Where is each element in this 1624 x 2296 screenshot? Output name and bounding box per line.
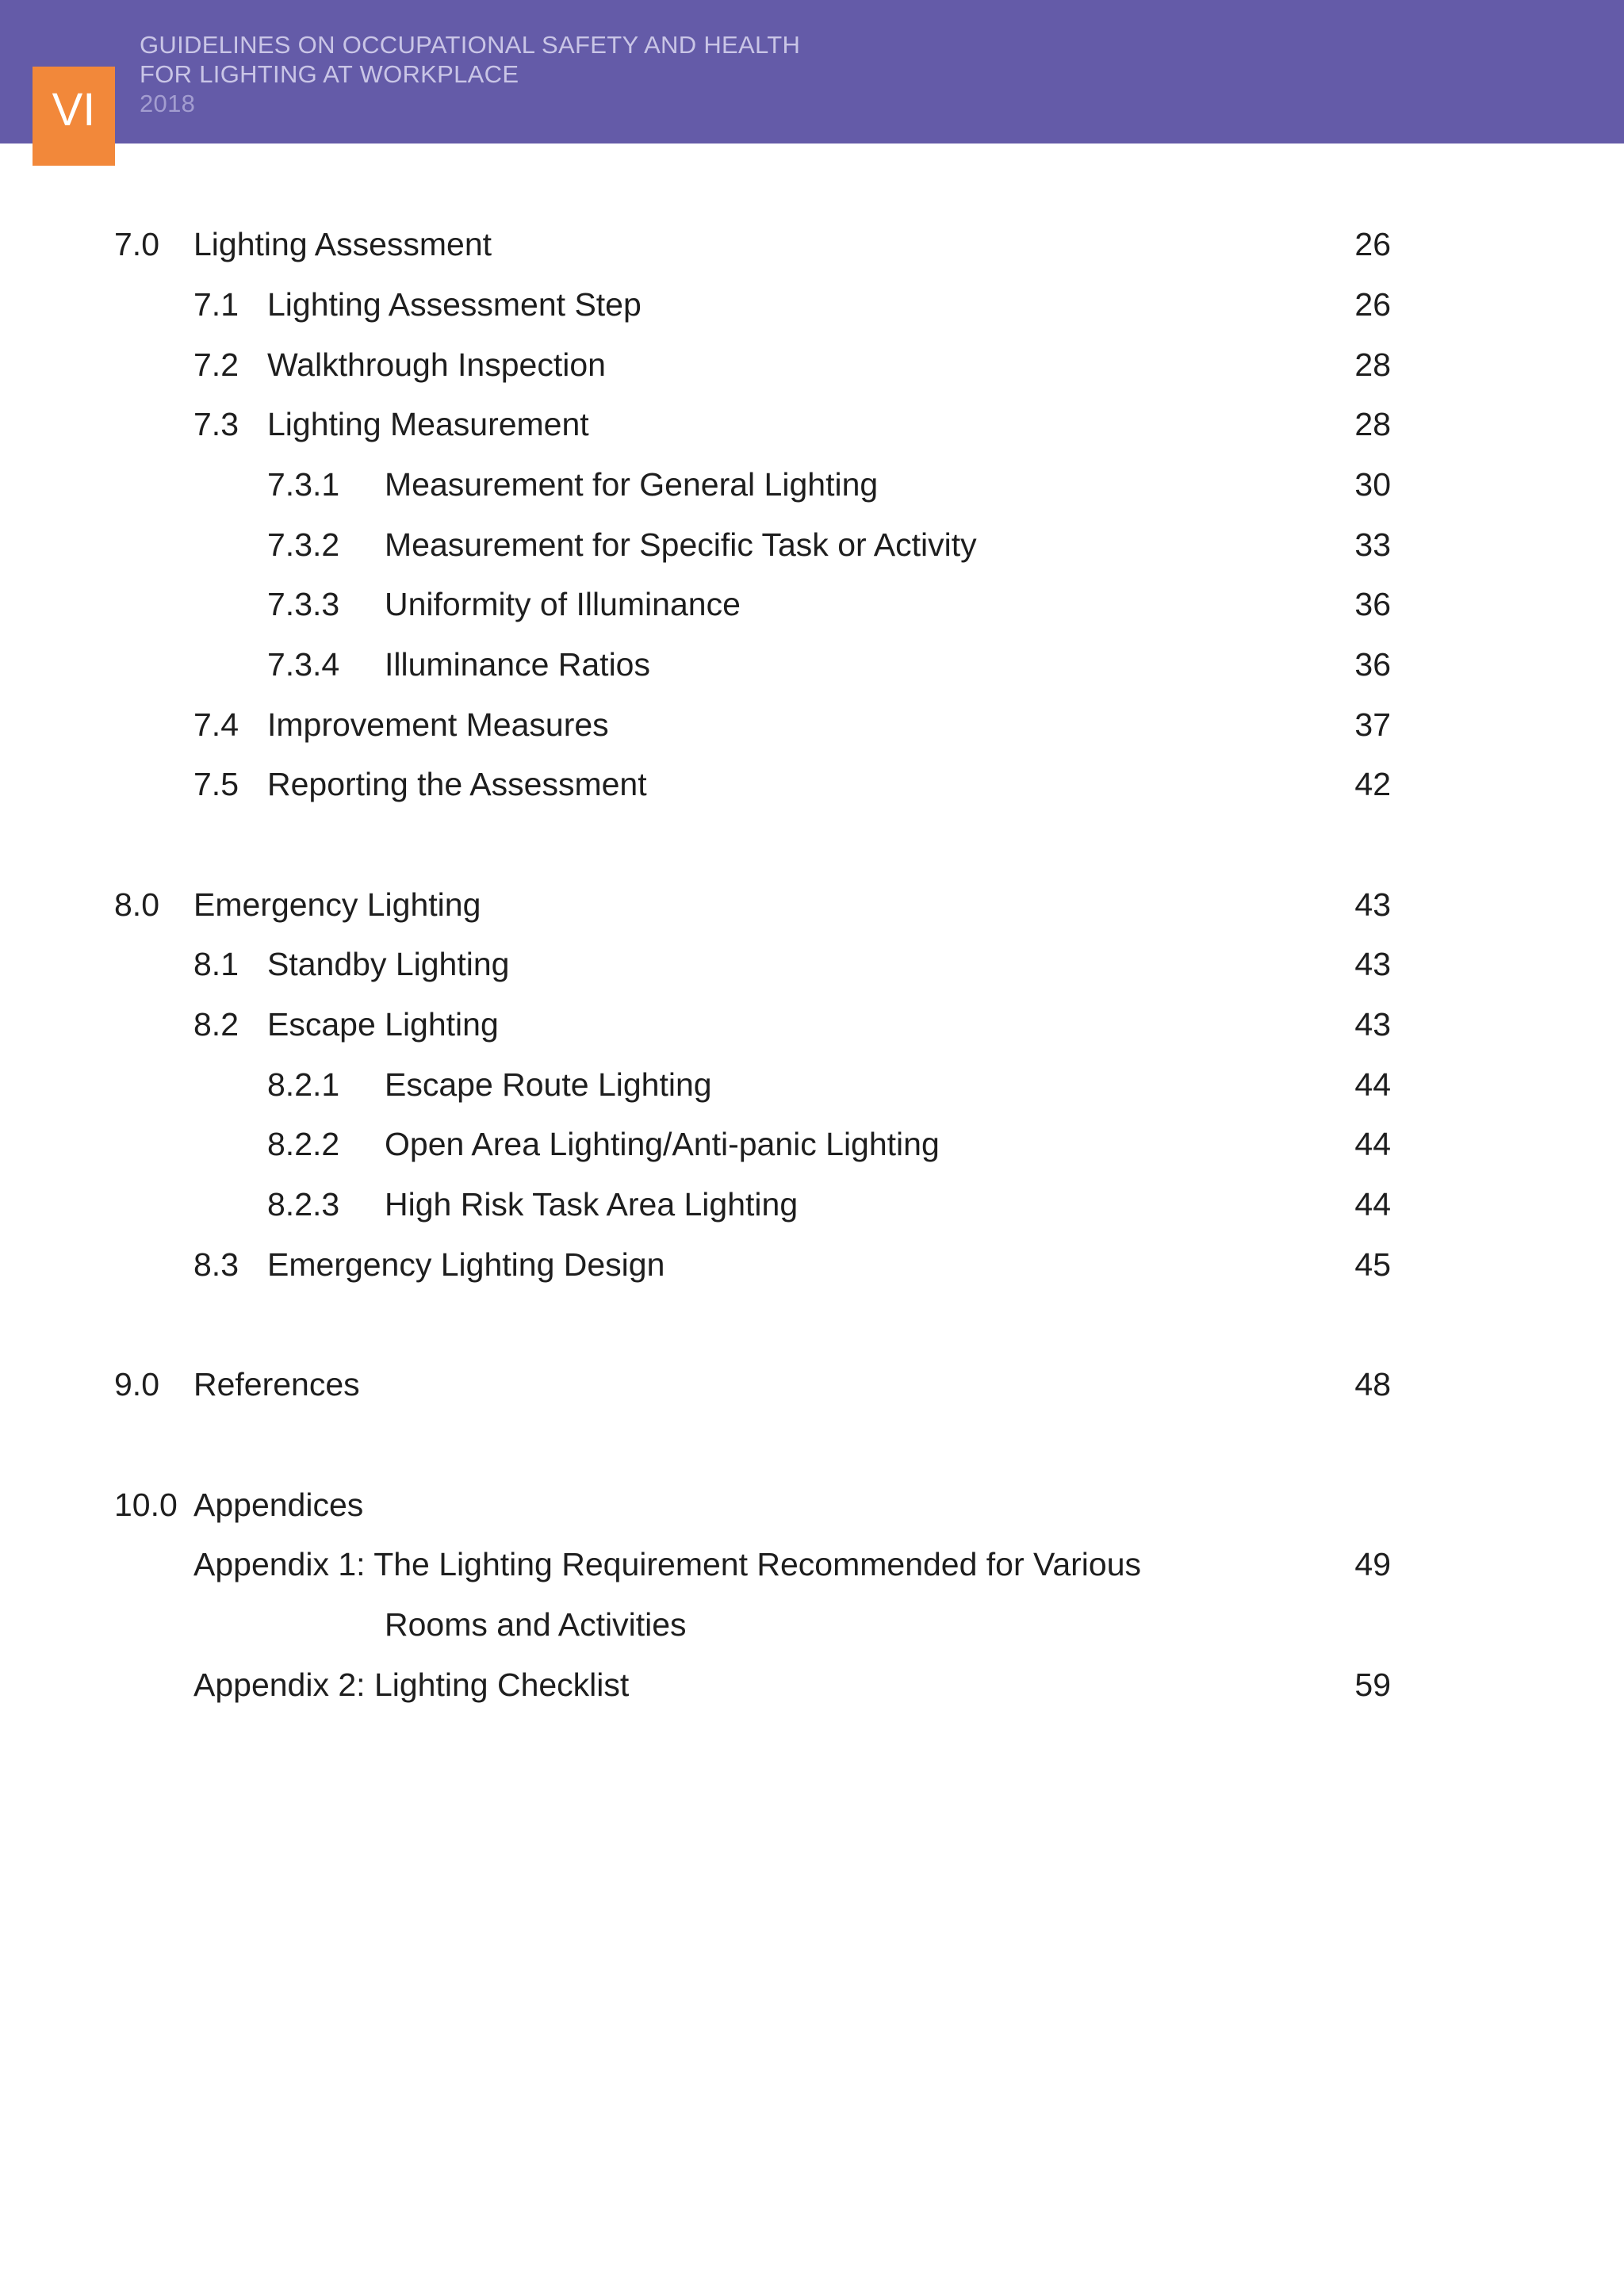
toc-title: Escape Route Lighting [385,1066,712,1103]
toc-page-number: 30 [1354,466,1391,503]
toc-number: 8.2.1 [267,1066,340,1103]
toc-number: 7.4 [193,706,239,743]
toc-number: 8.2.2 [267,1126,340,1162]
page-number-column [1308,0,1391,1744]
toc-title: Improvement Measures [267,706,609,743]
toc-title: Standby Lighting [267,946,510,982]
toc-number: 9.0 [114,1366,159,1402]
toc-page-number: 28 [1354,346,1391,383]
toc-title: Illuminance Ratios [385,646,650,683]
toc-title: Lighting Assessment Step [267,286,642,323]
header-title-line-2: FOR LIGHTING AT WORKPLACE [140,60,519,88]
toc-title: Lighting Measurement [267,406,589,442]
toc-number: 7.3.1 [267,466,340,503]
toc-page-number: 28 [1354,406,1391,442]
toc-page-number: 44 [1354,1066,1391,1103]
header-title-line-1: GUIDELINES ON OCCUPATIONAL SAFETY AND HEALTH [140,31,801,59]
page-number-tab: VI [33,67,115,166]
toc-page-number: 36 [1354,646,1391,683]
toc-title: Measurement for General Lighting [385,466,879,503]
toc-number: 8.0 [114,886,159,923]
toc-page-number: 43 [1354,946,1391,982]
toc-number: 10.0 [114,1487,178,1523]
toc-number: 7.3.3 [267,586,340,622]
toc-page-number: 43 [1354,1006,1391,1043]
toc-page-number: 33 [1354,526,1391,563]
toc-title: Lighting Assessment [193,226,492,262]
toc-title: Walkthrough Inspection [267,346,606,383]
toc-title: Appendices [193,1487,364,1523]
toc-title: Appendix 1: The Lighting Requirement Recommended for Various [193,1546,1142,1582]
toc-number: 8.3 [193,1246,239,1283]
toc-page-number: 26 [1354,286,1391,323]
toc-title: Escape Lighting [267,1006,499,1043]
toc-title: Open Area Lighting/Anti-panic Lighting [385,1126,940,1162]
toc-page-number: 42 [1354,766,1391,802]
toc-page-number: 59 [1354,1667,1391,1703]
toc-page-number: 43 [1354,886,1391,923]
toc-page-number: 36 [1354,586,1391,622]
toc-page-number: 44 [1354,1126,1391,1162]
toc-title: Reporting the Assessment [267,766,647,802]
toc-page-number: 26 [1354,226,1391,262]
toc-number: 7.3 [193,406,239,442]
toc-title: Rooms and Activities [385,1606,687,1643]
toc-title: Emergency Lighting Design [267,1246,665,1283]
toc-title: References [193,1366,360,1402]
toc-title: Measurement for Specific Task or Activity [385,526,977,563]
toc-number: 7.0 [114,226,159,262]
toc-number: 7.1 [193,286,239,323]
toc-title: Emergency Lighting [193,886,481,923]
toc-number: 7.5 [193,766,239,802]
toc-title: Uniformity of Illuminance [385,586,741,622]
document-header [140,30,853,118]
header-year: 2018 [140,90,196,117]
toc-number: 8.1 [193,946,239,982]
toc-title: Appendix 2: Lighting Checklist [193,1667,630,1703]
toc-number: 7.3.2 [267,526,340,563]
toc-page-number: 48 [1354,1366,1391,1402]
toc-page-number: 44 [1354,1186,1391,1223]
toc-number: 7.3.4 [267,646,340,683]
toc-page-number: 49 [1354,1546,1391,1582]
toc-title: High Risk Task Area Lighting [385,1186,799,1223]
toc-number: 7.2 [193,346,239,383]
toc-page-number: 45 [1354,1246,1391,1283]
toc-number: 8.2.3 [267,1186,340,1223]
toc-page-number: 37 [1354,706,1391,743]
toc-number: 8.2 [193,1006,239,1043]
